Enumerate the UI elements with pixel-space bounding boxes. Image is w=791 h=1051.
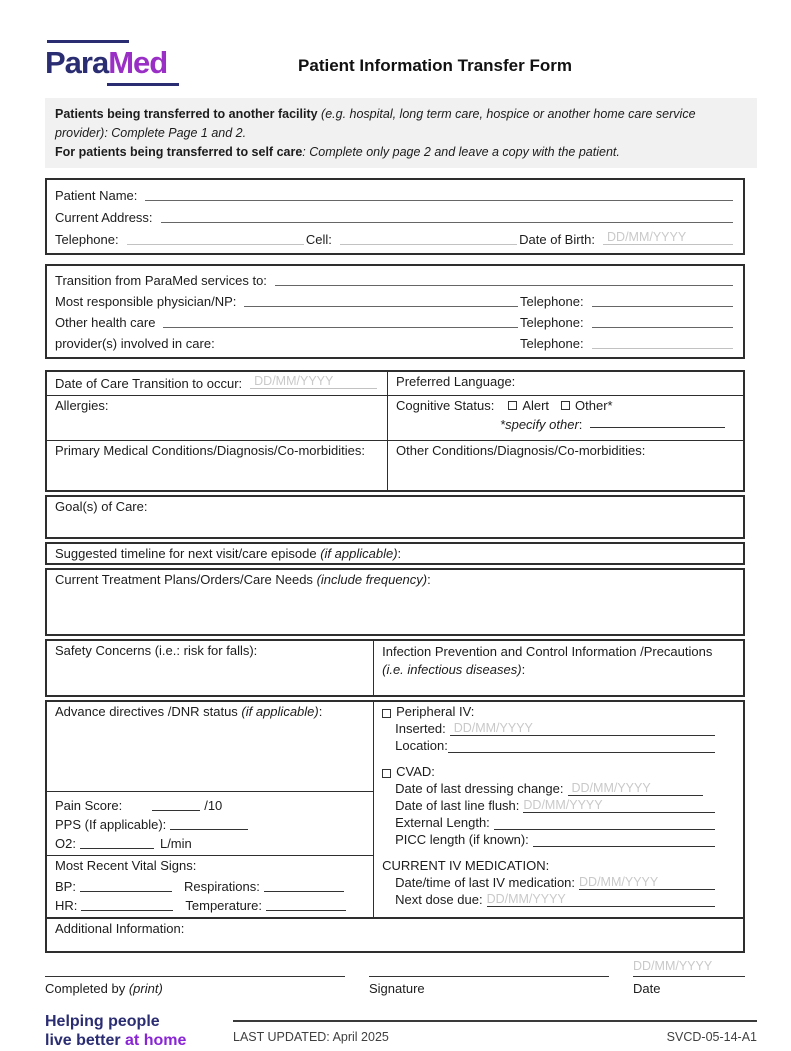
other-provider-field[interactable] [163, 313, 518, 328]
safety-infection-box [45, 639, 745, 697]
instruction-line1-italic: (e.g. hospital, long term care, hospice or another home care service provider): Complete Page 1 and 2. [55, 107, 696, 140]
next-dose-placeholder: DD/MM/YYYY [486, 892, 566, 907]
external-length-label: External Length: [395, 815, 490, 831]
picc-length-field[interactable] [533, 832, 715, 847]
o2-suffix: L/min [159, 836, 192, 852]
suggested-timeline-label: Suggested timeline for next visit/care episode [55, 546, 321, 562]
line-flush-label: Date of last line flush: [395, 798, 520, 814]
cognitive-status-label: Cognitive Status: [396, 398, 495, 414]
o2-label: O2: [55, 836, 76, 852]
pain-score-suffix: /10 [204, 798, 223, 814]
cell-field[interactable] [340, 230, 517, 245]
pps-label: PPS (If applicable): [55, 817, 167, 833]
pain-score-label: Pain Score: [55, 798, 123, 814]
advance-directives-italic: (if applicable) [241, 704, 319, 720]
tagline-line1: Helping people [45, 1013, 160, 1031]
safety-concerns-label: Safety Concerns (i.e.: risk for falls): [55, 643, 258, 659]
other-provider-label-line2: provider(s) involved in care: [55, 336, 215, 352]
specify-other-field[interactable] [590, 413, 725, 428]
primary-conditions-cell[interactable] [47, 441, 388, 490]
physician-field[interactable] [244, 292, 518, 307]
other-option-label: Other* [575, 398, 613, 414]
bp-field[interactable] [80, 877, 172, 892]
transition-date-field[interactable] [250, 374, 377, 389]
phone-dob-row [47, 228, 743, 250]
temperature-field[interactable] [266, 896, 346, 911]
form-title: Patient Information Transfer Form [298, 56, 572, 75]
peripheral-iv-label: Peripheral IV: [396, 704, 475, 720]
other-provider-row2 [47, 333, 743, 354]
transition-to-field[interactable] [275, 271, 733, 286]
vital-signs-cell [47, 855, 373, 917]
advance-directives-colon: : [318, 704, 323, 720]
signature-label: Signature [369, 981, 425, 997]
transition-to-row [47, 270, 743, 291]
cvad-checkbox[interactable] [382, 769, 391, 778]
inserted-placeholder: DD/MM/YYYY [453, 721, 533, 736]
transition-date-label: Date of Care Transition to occur: [55, 376, 243, 392]
allergies-label: Allergies: [55, 398, 109, 414]
inserted-field[interactable] [450, 721, 715, 736]
specify-other-label: *specify other [500, 417, 579, 433]
footer [45, 1012, 757, 1050]
treatment-plans-label: Current Treatment Plans/Orders/Care Needs [55, 572, 317, 588]
transition-date-cell [47, 372, 388, 396]
transition-date-placeholder: DD/MM/YYYY [254, 374, 334, 389]
o2-field[interactable] [80, 834, 154, 849]
date-placeholder: DD/MM/YYYY [633, 959, 713, 974]
hr-field[interactable] [81, 896, 173, 911]
signature-area [45, 959, 745, 996]
other-checkbox[interactable] [561, 401, 570, 410]
patient-name-label: Patient Name: [55, 188, 138, 204]
other-telephone1-label: Telephone: [520, 315, 584, 331]
preferred-language-cell[interactable] [388, 372, 743, 396]
other-telephone2-field[interactable] [592, 334, 733, 349]
dressing-change-field[interactable] [568, 781, 703, 796]
tagline [45, 1012, 233, 1050]
allergies-cell[interactable] [47, 396, 388, 441]
instruction-line2-italic: : Complete only page 2 and leave a copy with the patient. [302, 144, 620, 159]
footer-meta [233, 1020, 757, 1050]
preferred-language-label: Preferred Language: [396, 374, 516, 390]
current-address-row [47, 206, 743, 228]
treatment-plans-italic: (include frequency) [316, 572, 428, 588]
telephone-field[interactable] [127, 230, 304, 245]
pain-score-field[interactable] [152, 796, 200, 811]
other-telephone1-field[interactable] [592, 313, 733, 328]
infection-prevention-colon: : [521, 661, 526, 677]
primary-conditions-label: Primary Medical Conditions/Diagnosis/Co-morbidities: [55, 443, 365, 459]
dob-placeholder: DD/MM/YYYY [607, 230, 687, 245]
advance-directives-cell[interactable] [47, 702, 373, 791]
physician-telephone-field[interactable] [592, 292, 733, 307]
logo-text-para: Para [45, 45, 109, 80]
last-iv-medication-placeholder: DD/MM/YYYY [579, 875, 659, 890]
pps-field[interactable] [170, 815, 248, 830]
infection-prevention-label: Infection Prevention and Control Information /Precautions [382, 644, 713, 660]
other-conditions-label: Other Conditions/Diagnosis/Co-morbidities: [396, 443, 646, 459]
current-address-label: Current Address: [55, 210, 153, 226]
physician-row [47, 291, 743, 312]
patient-name-field[interactable] [145, 186, 733, 201]
goals-of-care-box[interactable] [45, 495, 745, 539]
instruction-box [45, 98, 757, 168]
iv-details-column [374, 702, 743, 917]
safety-concerns-cell[interactable] [47, 641, 374, 695]
physician-label: Most responsible physician/NP: [55, 294, 237, 310]
location-label: Location: [395, 738, 448, 754]
infection-prevention-italic: (i.e. infectious diseases) [382, 661, 522, 677]
last-iv-medication-field[interactable] [579, 875, 715, 890]
instruction-line2-bold: For patients being transferred to self care [55, 144, 303, 159]
patient-name-row [47, 184, 743, 206]
tagline-line2b: at home [125, 1032, 187, 1050]
other-provider-row1 [47, 312, 743, 333]
patient-info-box [45, 178, 745, 255]
additional-information-box[interactable] [45, 917, 745, 953]
dob-field[interactable] [603, 230, 733, 245]
cognitive-status-cell [388, 396, 743, 441]
clinical-details-box [45, 700, 745, 919]
dressing-change-placeholder: DD/MM/YYYY [571, 781, 651, 796]
telephone-label: Telephone: [55, 232, 119, 248]
other-telephone2-label: Telephone: [520, 336, 584, 352]
instruction-line1-bold: Patients being transferred to another facility [55, 107, 318, 121]
inserted-label: Inserted: [395, 721, 446, 737]
bp-label: BP: [55, 879, 76, 895]
transition-to-label: Transition from ParaMed services to: [55, 273, 267, 289]
last-updated-text: LAST UPDATED: April 2025 [233, 1030, 389, 1045]
date-column [633, 959, 745, 996]
transition-box [45, 264, 745, 359]
vital-signs-title: Most Recent Vital Signs: [55, 858, 197, 874]
last-iv-medication-label: Date/time of last IV medication: [395, 875, 576, 891]
date-label: Date [633, 981, 661, 997]
advance-directives-label: Advance directives /DNR status [55, 704, 242, 720]
suggested-timeline-colon: : [397, 546, 402, 562]
suggested-timeline-italic: (if applicable) [320, 546, 398, 562]
logo-text-med: Med [108, 45, 168, 80]
signature-column [369, 959, 609, 996]
additional-information-label: Additional Information: [55, 921, 185, 937]
physician-telephone-label: Telephone: [520, 294, 584, 310]
line-flush-field[interactable] [523, 798, 715, 813]
line-flush-placeholder: DD/MM/YYYY [523, 798, 603, 813]
peripheral-iv-checkbox[interactable] [382, 709, 391, 718]
paramed-logo [45, 40, 195, 86]
treatment-plans-box[interactable] [45, 568, 745, 636]
picc-length-label: PICC length (if known): [395, 832, 529, 848]
other-provider-label-line1: Other health care [55, 315, 156, 331]
dressing-change-label: Date of last dressing change: [395, 781, 564, 797]
clinical-left-column [47, 702, 374, 917]
logo-bottom-rule [107, 83, 179, 86]
dob-label: Date of Birth: [519, 232, 596, 248]
cell-label: Cell: [305, 232, 332, 248]
alert-checkbox[interactable] [508, 401, 517, 410]
current-address-field[interactable] [161, 208, 733, 223]
next-dose-label: Next dose due: [395, 892, 483, 908]
logo-top-rule [47, 40, 129, 43]
temperature-label: Temperature: [185, 898, 262, 914]
respirations-label: Respirations: [183, 879, 260, 895]
care-transition-grid [45, 370, 745, 492]
current-iv-medication-label: CURRENT IV MEDICATION: [382, 858, 550, 874]
document-code: SVCD-05-14-A1 [666, 1030, 757, 1045]
suggested-timeline-box[interactable] [45, 542, 745, 565]
alert-option-label: Alert [522, 398, 550, 414]
hr-label: HR: [55, 898, 78, 914]
header [45, 40, 745, 86]
location-field[interactable] [448, 738, 715, 753]
next-dose-field[interactable] [487, 892, 715, 907]
external-length-field[interactable] [494, 815, 715, 830]
cvad-label: CVAD: [396, 764, 435, 780]
specify-other-colon: : [578, 417, 583, 433]
pain-score-cell [47, 791, 373, 855]
infection-prevention-cell[interactable] [374, 641, 743, 695]
completed-by-column [45, 959, 345, 996]
treatment-plans-colon: : [427, 572, 431, 588]
completed-by-label: Completed by [45, 981, 129, 997]
tagline-line2a: live better [45, 1032, 126, 1050]
goals-of-care-label: Goal(s) of Care: [55, 499, 148, 515]
other-conditions-cell[interactable] [388, 441, 743, 490]
respirations-field[interactable] [264, 877, 344, 892]
completed-by-print-italic: (print) [128, 981, 163, 997]
